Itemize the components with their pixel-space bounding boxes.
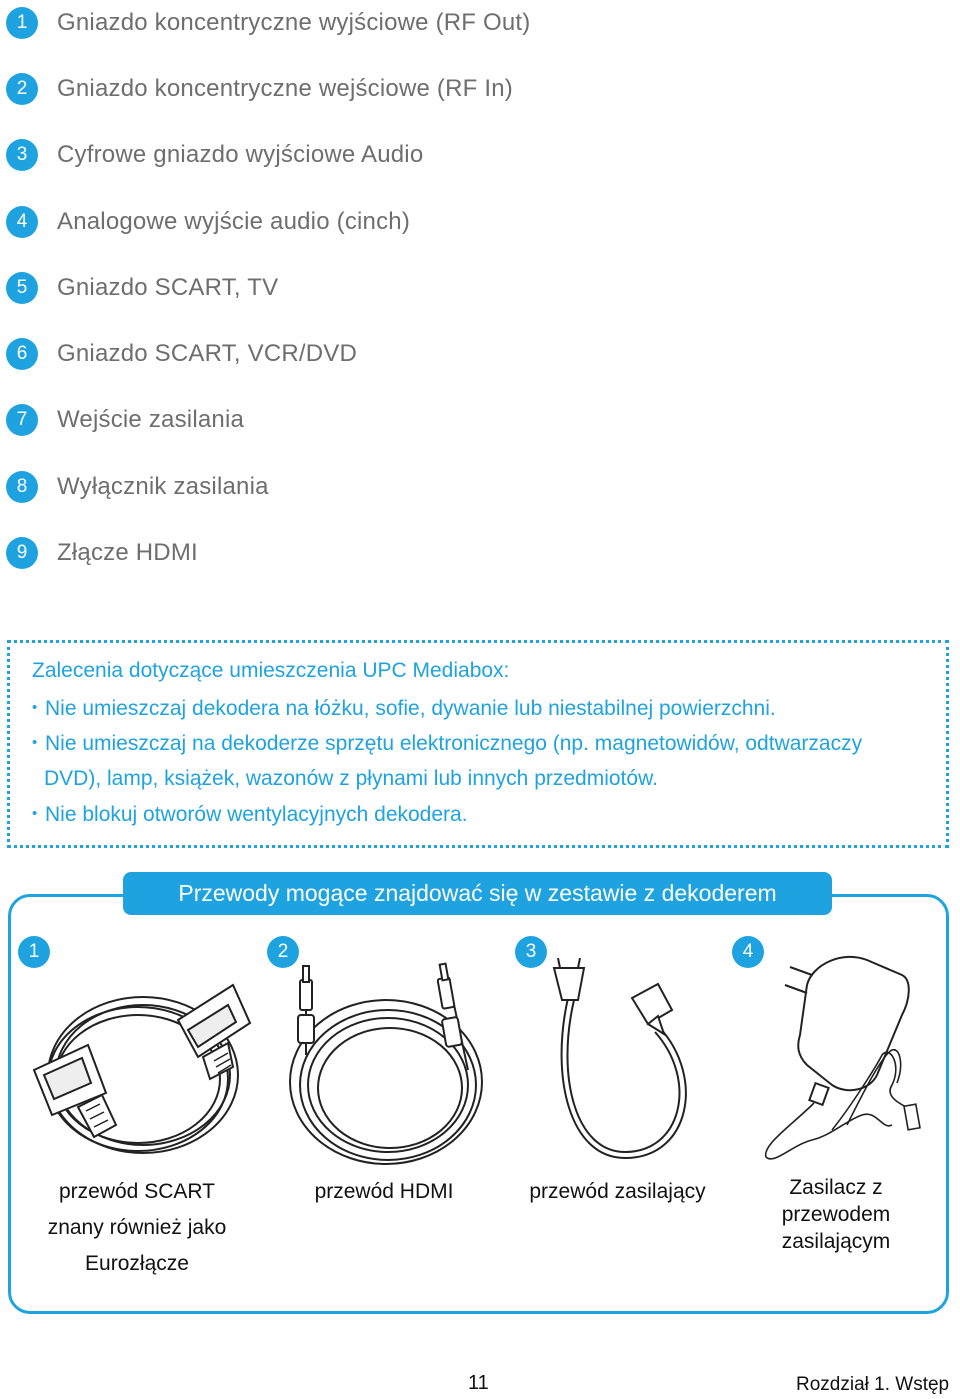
legend-label: Gniazdo SCART, VCR/DVD [57, 340, 358, 367]
scart-cable-icon [28, 975, 258, 1170]
number-badge: 9 [6, 537, 38, 569]
bullet-dot: • [32, 699, 38, 716]
legend-label: Gniazdo koncentryczne wyjściowe (RF Out) [57, 9, 531, 36]
power-adapter-icon [752, 945, 927, 1165]
cables-panel-title: Przewody mogące znajdować się w zestawie z dekoderem [123, 872, 832, 915]
caption-line: zasilającym [781, 1230, 891, 1253]
legend-item-3 [6, 138, 423, 172]
legend-item-1 [6, 6, 531, 40]
bullet-dot: • [32, 734, 38, 751]
legend-item-4 [6, 205, 410, 239]
legend-label: Gniazdo koncentryczne wejściowe (RF In) [57, 75, 513, 102]
advice-title: Zalecenia dotyczące umieszczenia UPC Mediabox: [32, 659, 510, 682]
cable-caption-4 [756, 1174, 916, 1255]
power-cable-icon [540, 958, 710, 1168]
number-badge: 5 [6, 272, 38, 304]
caption-line: przewód zasilający [529, 1180, 706, 1203]
number-badge: 1 [6, 7, 38, 39]
number-badge: 4 [6, 206, 38, 238]
advice-bullet-text: Nie umieszczaj dekodera na łóżku, sofie, dywanie lub niestabilnej powierzchni. [45, 697, 776, 720]
legend-label: Wejście zasilania [57, 406, 245, 433]
legend-item-8 [6, 470, 269, 504]
caption-line: przewód SCART [58, 1180, 215, 1203]
caption-line: znany również jako [47, 1216, 227, 1239]
cable-number-badge-3: 3 [515, 936, 547, 968]
advice-bullet-2-continuation: DVD), lamp, książek, wazonów z płynami lub innych przedmiotów. [44, 767, 658, 790]
legend-item-6 [6, 337, 357, 371]
legend-label: Cyfrowe gniazdo wyjściowe Audio [57, 141, 424, 168]
cable-caption-2 [290, 1174, 478, 1210]
advice-bullet-text: Nie umieszczaj na dekoderze sprzętu elektronicznego (np. magnetowidów, odtwarzaczy [45, 732, 863, 755]
advice-bullet-1 [32, 697, 776, 721]
hdmi-cable-icon [278, 960, 498, 1170]
legend-label: Złącze HDMI [57, 539, 198, 566]
legend-item-9 [6, 536, 198, 570]
cable-caption-3 [515, 1174, 720, 1210]
caption-line: Zasilacz z [789, 1176, 883, 1199]
number-badge: 2 [6, 73, 38, 105]
number-badge: 7 [6, 404, 38, 436]
legend-label: Analogowe wyjście audio (cinch) [57, 208, 411, 235]
legend-label: Wyłącznik zasilania [57, 473, 269, 500]
advice-bullet-2 [32, 732, 862, 756]
number-badge: 8 [6, 471, 38, 503]
page-number: 11 [468, 1372, 489, 1394]
legend-label: Gniazdo SCART, TV [57, 274, 279, 301]
bullet-dot: • [32, 805, 38, 822]
legend-item-5 [6, 271, 278, 305]
advice-bullet-3 [32, 803, 468, 827]
placement-advice-box [7, 640, 949, 848]
chapter-label: Rozdział 1. Wstęp [796, 1374, 950, 1395]
cable-number-badge-4: 4 [732, 936, 764, 968]
number-badge: 3 [6, 139, 38, 171]
cable-number-badge-1: 1 [18, 936, 50, 968]
caption-line: Eurozłącze [85, 1252, 189, 1275]
legend-item-2 [6, 72, 513, 106]
cable-number-badge-2: 2 [267, 936, 299, 968]
advice-bullet-text: Nie blokuj otworów wentylacyjnych dekodera. [45, 803, 468, 826]
number-badge: 6 [6, 338, 38, 370]
cable-caption-1 [22, 1174, 252, 1282]
caption-line: przewodem [781, 1203, 891, 1226]
caption-line: przewód HDMI [314, 1180, 454, 1203]
legend-item-7 [6, 403, 244, 437]
